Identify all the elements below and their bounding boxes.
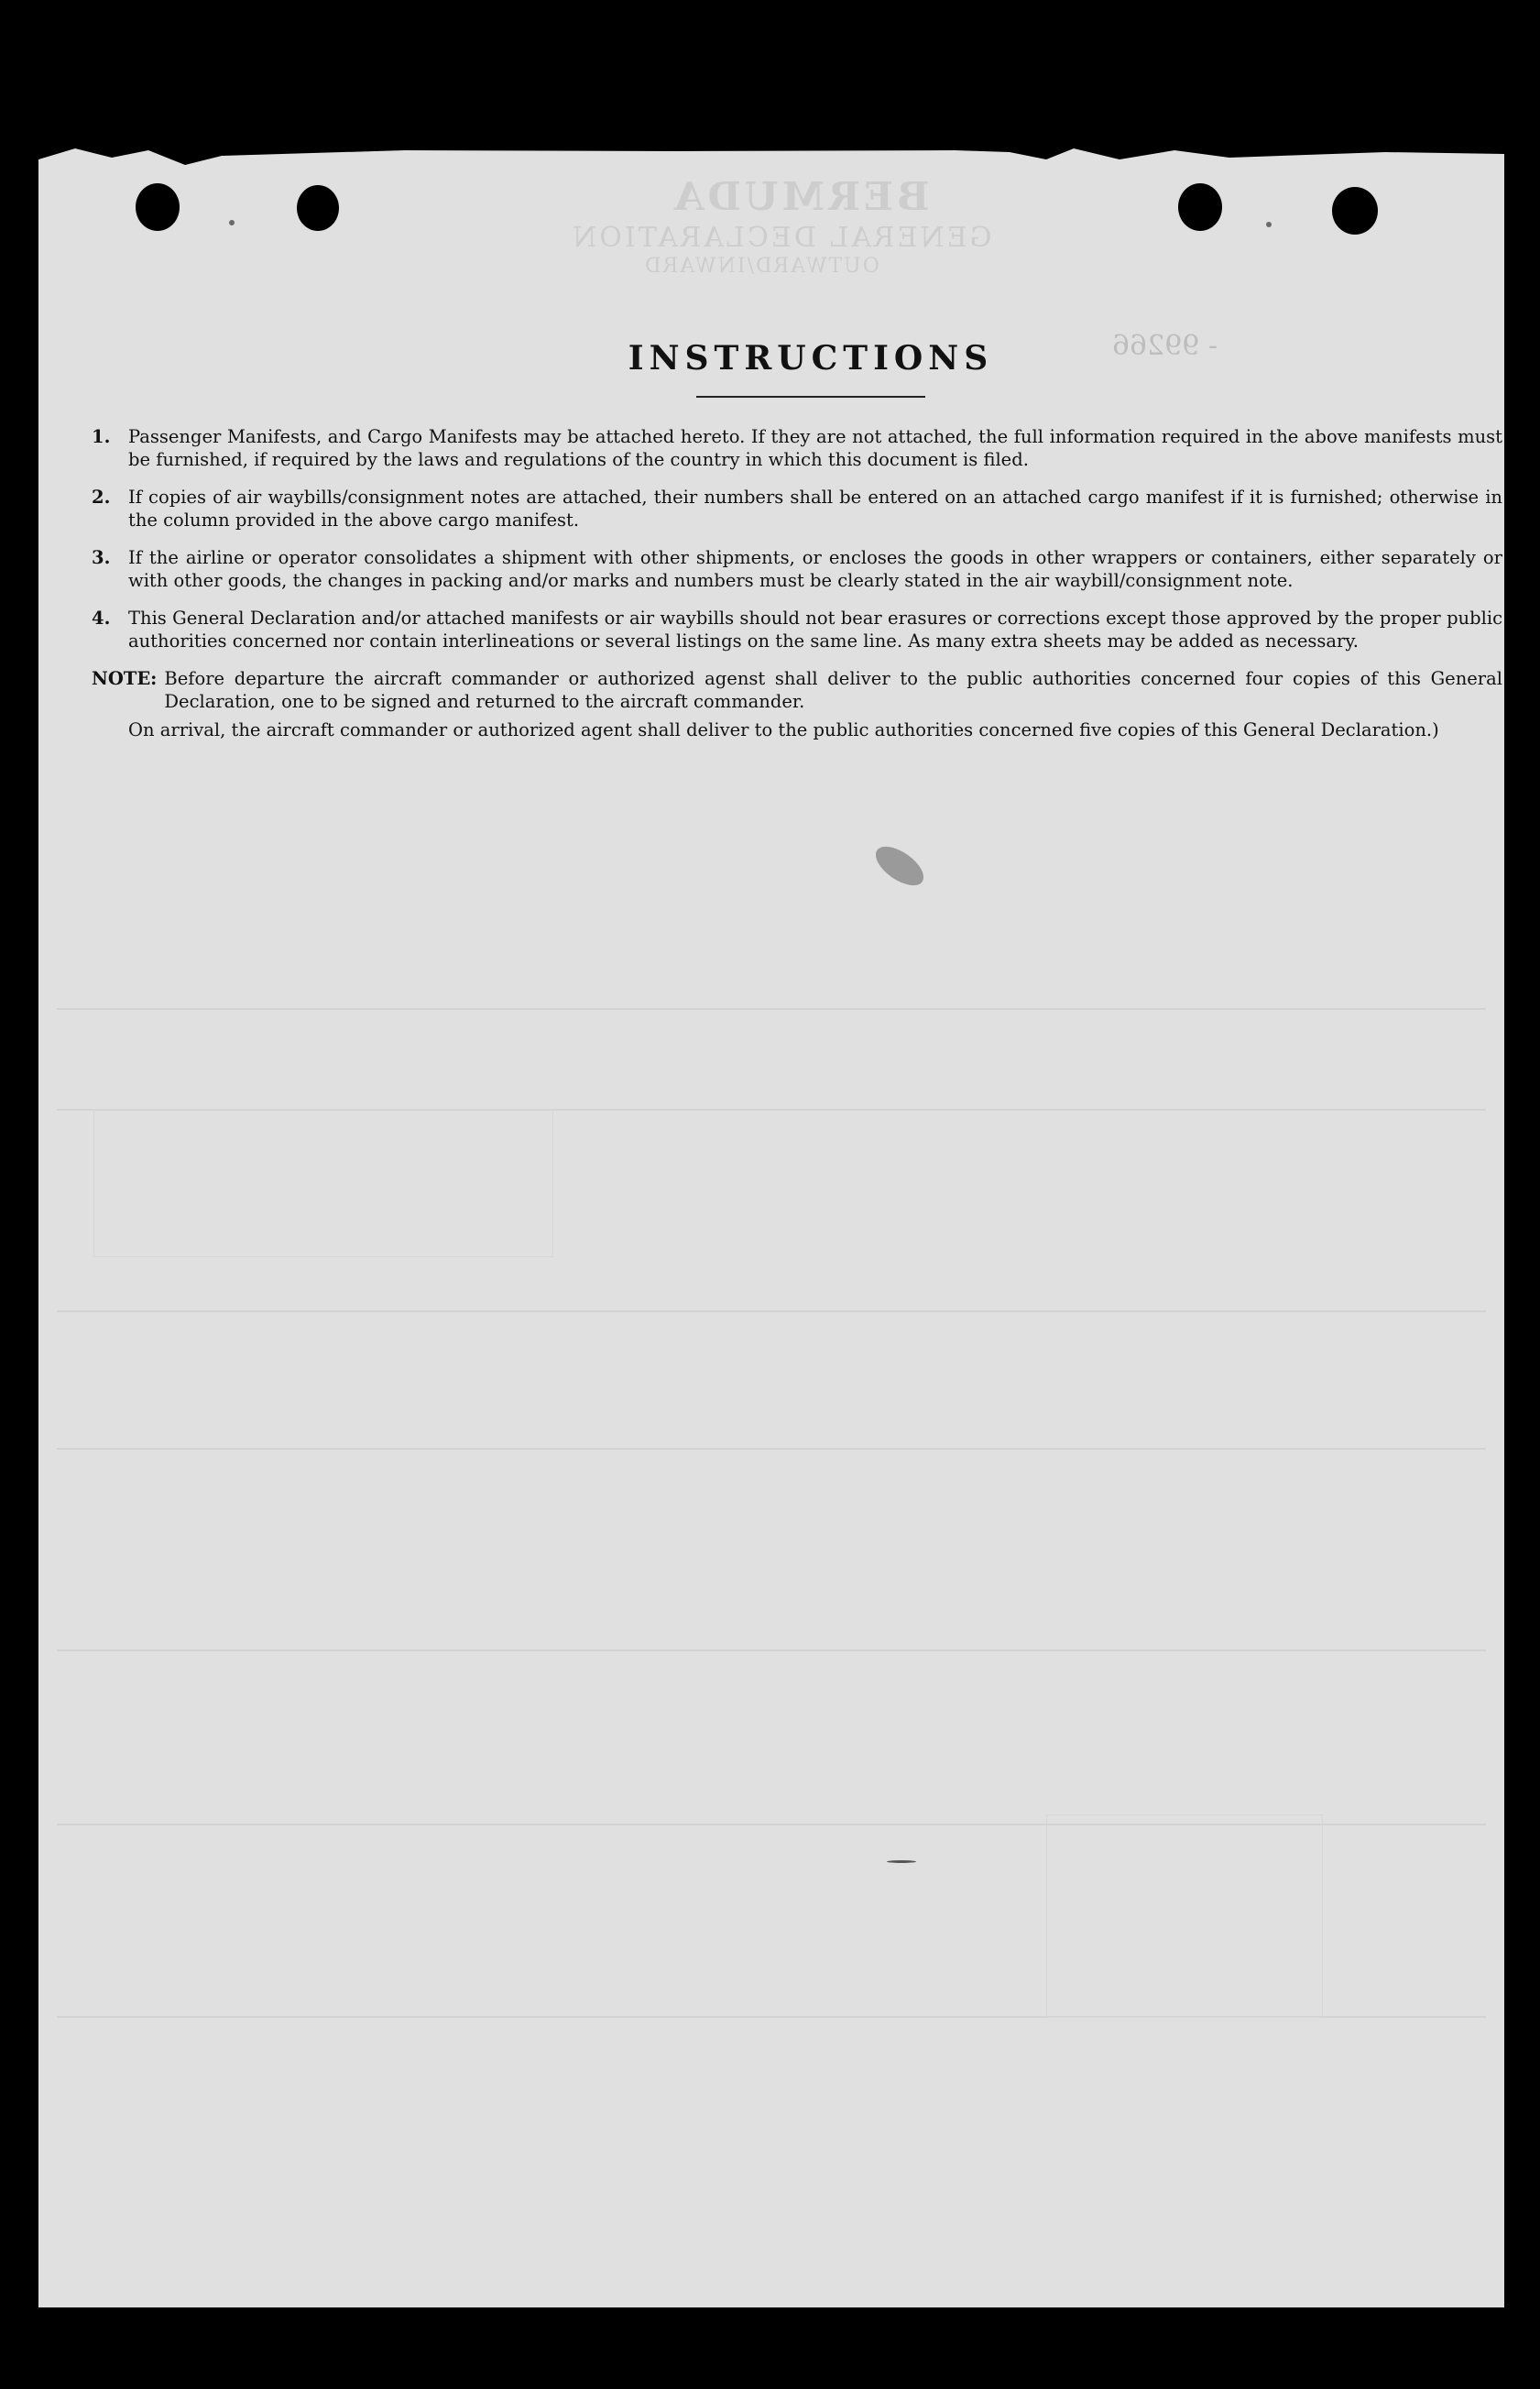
smudge-mark <box>229 220 235 225</box>
note-label: NOTE: <box>92 668 158 689</box>
punch-hole <box>1332 187 1378 235</box>
item-text: Passenger Manifests, and Cargo Manifests may be attached hereto. If they are not attached, the full information required in the above manifests must be furnished, if required by the laws and regulations of the country in which this document is filed. <box>128 426 1502 470</box>
item-text: This General Declaration and/or attached manifests or air waybills should not bear erasures or corrections except those approved by the proper public authorities concerned nor contain interlineations or several listings on the same line. As many extra sheets may be added as necessary. <box>128 608 1502 652</box>
ghost-title: BERMUDA <box>671 174 930 219</box>
item-number: 4. <box>92 608 111 629</box>
ghost-rule <box>57 1649 1486 1651</box>
ghost-box <box>93 1109 553 1257</box>
ghost-rule <box>57 1448 1486 1450</box>
note-departure-text: Before departure the aircraft commander or authorized agenst shall deliver to the public authorities concerned four copies of this General Declaration, one to be signed and returned to the aircraft commander. <box>164 668 1502 712</box>
smudge-mark <box>869 839 930 893</box>
note-body <box>164 667 1502 717</box>
ghost-rule <box>57 1008 1486 1010</box>
item-text: If copies of air waybills/consignment notes are attached, their numbers shall be entered on an attached cargo manifest if it is furnished; otherwise in the column provided in the above cargo manifest. <box>128 487 1502 531</box>
punch-hole <box>136 183 180 231</box>
item-number: 1. <box>92 426 111 447</box>
smudge-mark <box>887 1860 916 1863</box>
instruction-item <box>92 546 1502 592</box>
item-number: 3. <box>92 547 111 568</box>
smudge-mark <box>1266 222 1272 227</box>
ghost-subtitle: GENERAL DECLARATION <box>570 222 992 254</box>
instructions-section <box>92 339 1502 741</box>
ghost-box <box>1046 1814 1323 2018</box>
instruction-item <box>92 486 1502 531</box>
document-sheet <box>38 147 1504 2307</box>
ghost-handwritten-number: - 99266 <box>1112 330 1218 362</box>
punch-hole <box>297 185 339 231</box>
ghost-rule <box>57 1310 1486 1312</box>
ghost-subtitle-2: OUTWARD/INWARD <box>643 255 879 278</box>
instruction-item <box>92 425 1502 471</box>
title-underline <box>696 396 925 398</box>
page-title: INSTRUCTIONS <box>628 339 994 378</box>
item-text: If the airline or operator consolidates a shipment with other shipments, or encloses the goods in other wrappers or containers, either separately or with other goods, the changes in packing and/or marks and numbers must be clearly stated in the air waybill/consignment note. <box>128 547 1502 591</box>
note-arrival-text: On arrival, the aircraft commander or authorized agent shall deliver to the public authorities concerned five copies of this General Declaration.) <box>128 719 1439 740</box>
punch-hole <box>1178 183 1222 231</box>
note-block <box>92 667 1502 717</box>
item-number: 2. <box>92 487 111 508</box>
instruction-item <box>92 607 1502 652</box>
